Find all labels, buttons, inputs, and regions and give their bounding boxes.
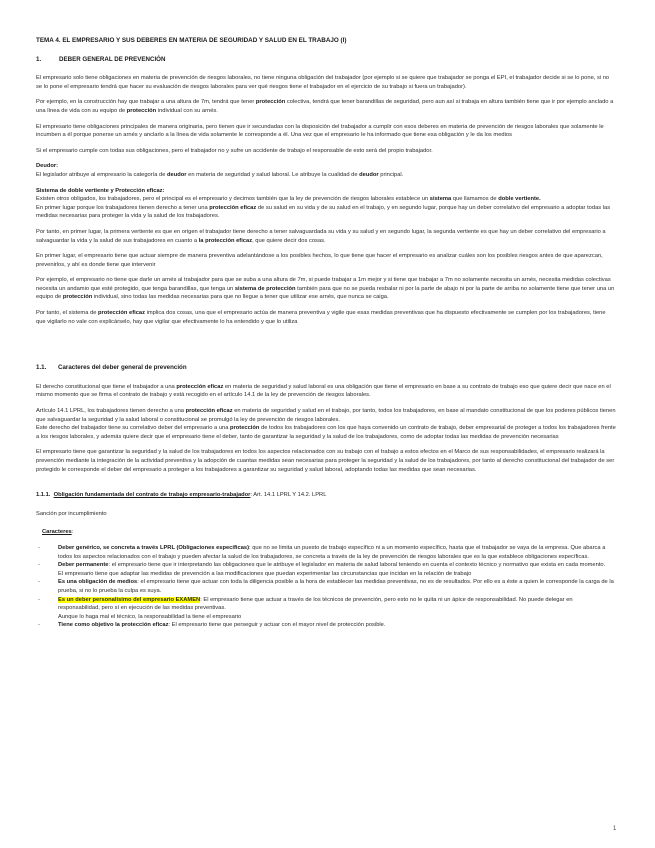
text-run: Artículo 14.1 LPRL, los trabajadores tienen derecho a una: [36, 408, 186, 415]
document-body: [36, 37, 616, 630]
section-reference: : Art. 14.1 LPRL Y 14.2. LPRL: [250, 492, 327, 499]
section-number: 1.: [36, 55, 42, 63]
bold-run: sistema: [429, 196, 452, 203]
bold-run: protección: [62, 294, 93, 301]
bullet-bold: Tiene como objetivo la protección eficaz: [58, 622, 169, 629]
section-heading-1: [36, 56, 616, 65]
paragraph-10b: [36, 424, 616, 441]
bullet-text: : que no se limita un puesto de trabajo específico ni a un momento específico, hasta que el trabajador se vaya de la empresa. Que abarca a todos los aspectos relacionados con el trabajo y pueden afectar la salud de los trabajadores, se concreta a través de la ley de prevención de riesgos laborales que es la que establece obligaciones específicas.: [58, 544, 606, 560]
bullet-bold: Deber genérico, se concreta a través LPRL (Obligaciones específicas): [58, 544, 249, 551]
text-run: colectiva, tendrá que tener barandillas de seguridad, pero aun así si trabaja en altura también tiene que ir por ejemplo anclado a una línea de vida con su equipo de: [36, 99, 614, 114]
text-run: individual con su arnés.: [156, 107, 218, 114]
bullet-extra: El empresario tiene que adaptar las medidas de prevención a las modificaciones que puedan experimentar las circunstancias que incidan en la relación de trabajo: [58, 570, 472, 577]
bold-run: sistema de protección: [234, 285, 296, 292]
bold-run: doble vertiente.: [498, 196, 541, 203]
deudor-heading: Deudor:: [36, 163, 59, 170]
list-item: - Deber permanente: el empresario tiene que ir interpretando las obligaciones que le atribuye el legislador en materia de salud laboral teniendo en cuenta el contexto técnico y normativo que exista en cada momento. El empresario tiene que adaptar las medidas de prevención a las modificaciones que puedan experimentar las circunstancias que incidan en la relación de trabajo: [38, 562, 606, 577]
list-item: - Deber genérico, se concreta a través LPRL (Obligaciones específicas): que no se limita un puesto de trabajo específico ni a un momento específico, hasta que el trabajador se vaya de la empresa. Que abarca a todos los aspectos relacionados con el trabajo y pueden afectar la salud de los trabajadores, se concreta a través de la ley de prevención de riesgos laborales que es la que establece obligaciones específicas.: [38, 544, 606, 560]
caracteres-heading: Caracteres:: [42, 529, 74, 536]
text-run: El legislador atribuye al empresario la categoría de: [36, 171, 168, 178]
paragraph-1: El empresario solo tiene obligaciones en materia de prevención de riesgos laborales, no tiene ninguna obligación del trabajador (por ejemplo si se quiere que trabajador se ponga el EPI, el trabajador decide si se lo pone, si no se lo pone el empresario tendrá que hacer su evaluación de riesgos laborales para ver qué riesgos tiene el trabajador en el ejercicio de su trabajo si fuera un trabajador).: [36, 75, 610, 90]
text-run: en materia de seguridad y salud laboral es una obligación que tiene el empresario en base a su contrato de trabajo eso que quiere decir que nace en el mismo momento que se firma el contrato de trabajo y está recogido en el artículo 14.1 de la ley de prevención de riesgos laborales.: [36, 383, 611, 399]
text-run: El derecho constitucional que tiene el trabajador a una: [36, 383, 177, 390]
page-number: 1: [613, 826, 617, 832]
list-item: - Es una obligación de medios: el empresario tiene que actuar con toda la diligencia posible a la hora de establecer las medidas preventivas, no es de resultados. Por ello es a éste a quien le corresponde la carga de la prueba, si no lo prueba la culpa es suya.: [38, 579, 614, 594]
bold-run: protección eficaz: [185, 408, 233, 415]
paragraph-7: [36, 276, 616, 302]
text-run: Por tanto, el sistema de: [36, 310, 99, 317]
section-title: DEBER GENERAL DE PREVENCIÓN: [59, 55, 166, 63]
sistema-heading: Sistema de doble vertiente y Protección eficaz:: [36, 187, 165, 194]
bold-run: protección: [126, 107, 157, 114]
paragraph-3: El empresario tiene obligaciones principales de manera originaria, pero tienen que ir secundadas con la disposición del trabajador a cumplir con esos deberes en materia de prevención de riesgos laborales que solamente le incumben a él porque ponerse un arnés y anclarlo a la línea de vida solamente le corresponde a él. Una vez que el empresario le ha informado que tiene esa obligación y le da los medios: [36, 123, 604, 139]
bold-run: la protección eficaz: [198, 237, 253, 244]
bullet-extra: Aunque lo haga mal el técnico, la responsabilidad la tiene el empresario: [58, 613, 242, 620]
caracteres-label: Caracteres: [42, 529, 72, 536]
bullet-text: : El empresario tiene que perseguir y actuar con el mayor nivel de protección posible.: [168, 622, 386, 629]
section-number: 1.1.: [36, 364, 47, 372]
paragraph-11: El empresario tiene que garantizar la seguridad y la salud de los trabajadores en todos los aspectos relacionados con su trabajo con el trabajo a estos efectos en el Marco de sus responsabilidades, el empresario realizará la prevención mediante la integración de la actividad preventiva y la adopción de cuantas medidas sean necesarias para proteger la seguridad y la salud de los trabajadores, por tanto al derecho constitucional del trabajador de ser protegido le corresponde el deber del empresario a proteger a los trabajadores a garantizar su seguridad y salud laboral, adoptando todas las medidas que sean necesarias.: [36, 449, 615, 473]
text-run: Este derecho del trabajador tiene su correlativo deber del empresario a una: [36, 425, 231, 432]
section-title: Obligación fundamentada del contrato de trabajo empresario-trabajador: [53, 492, 251, 499]
paragraph-2: [36, 98, 616, 115]
document-title: TEMA 4. EL EMPRESARIO Y SUS DEBERES EN MATERIA DE SEGURIDAD Y SALUD EN EL TRABAJO (I): [36, 37, 347, 44]
paragraph-4: Si el empresario cumple con todas sus obligaciones, pero el trabajador no y sufre un accidente de trabajo el responsable de esto será del propio trabajador.: [36, 147, 433, 154]
text-run: de su salud en su vida y de su salud en el trabajo, y en segundo lugar, porque hay un deber correlativo del empresario a adoptar todas las medidas necesarias para proteger la vida y la salud de los trabajadores.: [36, 204, 611, 220]
bullet-text: : el empresario tiene que ir interpretando las obligaciones que le atribuye el legislador en materia de salud laboral teniendo en cuenta el contexto técnico y normativo que exista en cada momento.: [108, 562, 606, 569]
list-item: - Tiene como objetivo la protección eficaz: El empresario tiene que perseguir y actuar con el mayor nivel de protección posible.: [38, 622, 386, 629]
text-run: también para que no se pueda resbalar ni por la parte de abajo ni por la parte de arriba no solamente tiene que tener una un equipo de: [36, 285, 615, 301]
bold-run: protección: [230, 425, 260, 432]
text-run: , que quiere decir dos cosas.: [252, 237, 326, 244]
bold-run: deudor: [167, 171, 187, 178]
bold-run: protección eficaz: [209, 204, 257, 211]
text-run: que llamamos de: [451, 196, 499, 203]
deudor-label: Deudor: [36, 163, 57, 170]
section-heading-1-1: [36, 364, 616, 373]
section-number: 1.1.1.: [36, 492, 51, 499]
text-run: En primer lugar porque los trabajadores tienen derecho a tener una: [36, 204, 210, 211]
bullet-bold: Es una obligación de medios: [58, 579, 138, 586]
text-run: Por tanto, en primer lugar, la primera vertiente es que en origen el trabajador tiene derecho a tener salvaguardada su vida y su salud y en segundo lugar, la segunda vertiente es que hay un deber correlativo del empresario a salvaguardar la vida y la salud de sus trabajadores en cuanto a: [36, 228, 606, 244]
paragraph-5: [36, 228, 616, 245]
text-run: individual, sino todas las medidas necesarias para que no llegue a tener que utilizar ese arnés, que nunca se caiga.: [92, 294, 389, 301]
text-run: implica dos cosas, una que el empresario actúa de manera preventiva y vigile que esas medidas preventivas que ha dispuesto efectivamente se cumplen por los trabajadores, tiene que vigilarlo no vale con explicárselo, hay que vigilar que efectivamente lo ha entendido y que lo utiliza: [36, 310, 606, 325]
bold-run: protección eficaz: [176, 383, 224, 390]
paragraph-10: [36, 407, 616, 424]
sistema-paragraph: [36, 195, 616, 204]
text-run: en materia de seguridad y salud laboral. Le atribuye la cualidad de: [186, 171, 360, 178]
bullet-text: : el empresario tiene que actuar con toda la diligencia posible a la hora de establecer las medidas preventivas, no es de resultados. Por ello es a éste a quien le corresponde la carga de la prueba, si no lo prueba la culpa es suya.: [58, 579, 614, 594]
deudor-paragraph: [36, 171, 616, 180]
sistema-paragraph-2: [36, 204, 616, 221]
text-run: en materia de seguridad y salud en el trabajo, por tanto, todos los trabajadores, en base al mandato constitucional de que los poderes públicos tienen que salvaguardar la seguridad y la salud laboral o constitucional se promulgó la ley de prevención de riesgos laborales.: [36, 408, 616, 423]
bold-run: deudor: [359, 171, 379, 178]
sancion-line: Sanción por incumplimiento: [36, 510, 107, 517]
text-run: Por ejemplo, el empresario no tiene que darle un arnés al trabajador para que se suba a una altura de 7m, si puede trabajar a 1m mejor y si tiene que trabajar a 7m no solamente necesita un arnés, necesita medidas colectivas necesita un andamio que esté protegido, que tenga barandillas, que tenga un: [36, 277, 611, 292]
caracteres-list: [36, 544, 616, 630]
paragraph-9: [36, 383, 616, 400]
section-title: Caracteres del deber general de prevención: [58, 364, 187, 372]
text-run: de todos los trabajadores con los que haya convenido un contrato de trabajo, deber empresarial de proteger a todos los trabajadores frente a los riesgos laborales, y además quiere decir que el empresario tiene el deber, tanto de garantizar la seguridad y la salud de los trabajadores, como de adoptar todas las medidas de prevención necesarias: [36, 425, 616, 440]
section-heading-1-1-1: [36, 491, 616, 500]
sistema-label: Sistema de doble vertiente y Protección eficaz: [36, 187, 163, 194]
text-run: Por ejemplo, en la construcción hay que trabajar a una altura de 7m, tendrá que tener: [36, 99, 256, 106]
bold-run: protección eficaz: [98, 310, 145, 317]
bullet-text: : El empresario tiene que actuar a través de los técnicos de prevención, pero esto no le quita ni un ápice de responsabilidad. No puede delegar en responsabilidad, pero sí en ejecución de las medidas preventivas.: [58, 596, 573, 612]
bullet-bold-highlighted: Es un deber personalísimo del empresario EXAMEN: [58, 596, 201, 603]
paragraph-8: [36, 309, 616, 326]
text-run: Existen otros obligados, los trabajadores, pero el principal es el empresario y decimos también que la ley de prevención de riesgos laborales establece un: [36, 196, 430, 203]
paragraph-6: En primer lugar, el empresario tiene que actuar siempre de manera preventiva adelantándose a los posibles hechos, lo que tiene que hacer el empresario es analizar cuáles son los posibles riesgos antes de que aparezcan, prevenirlos, y ahí es donde tiene que intervenir: [36, 253, 603, 268]
bold-run: protección: [255, 99, 286, 106]
text-run: principal.: [378, 171, 404, 178]
bullet-bold: Deber permanente: [58, 562, 109, 569]
list-item: - Es un deber personalísimo del empresario EXAMEN: El empresario tiene que actuar a través de los técnicos de prevención, pero esto no le quita ni un ápice de responsabilidad. No puede delegar en responsabilidad, pero sí en ejecución de las medidas preventivas. Aunque lo haga mal el técnico, la responsabilidad la tiene el empresario: [38, 596, 573, 620]
